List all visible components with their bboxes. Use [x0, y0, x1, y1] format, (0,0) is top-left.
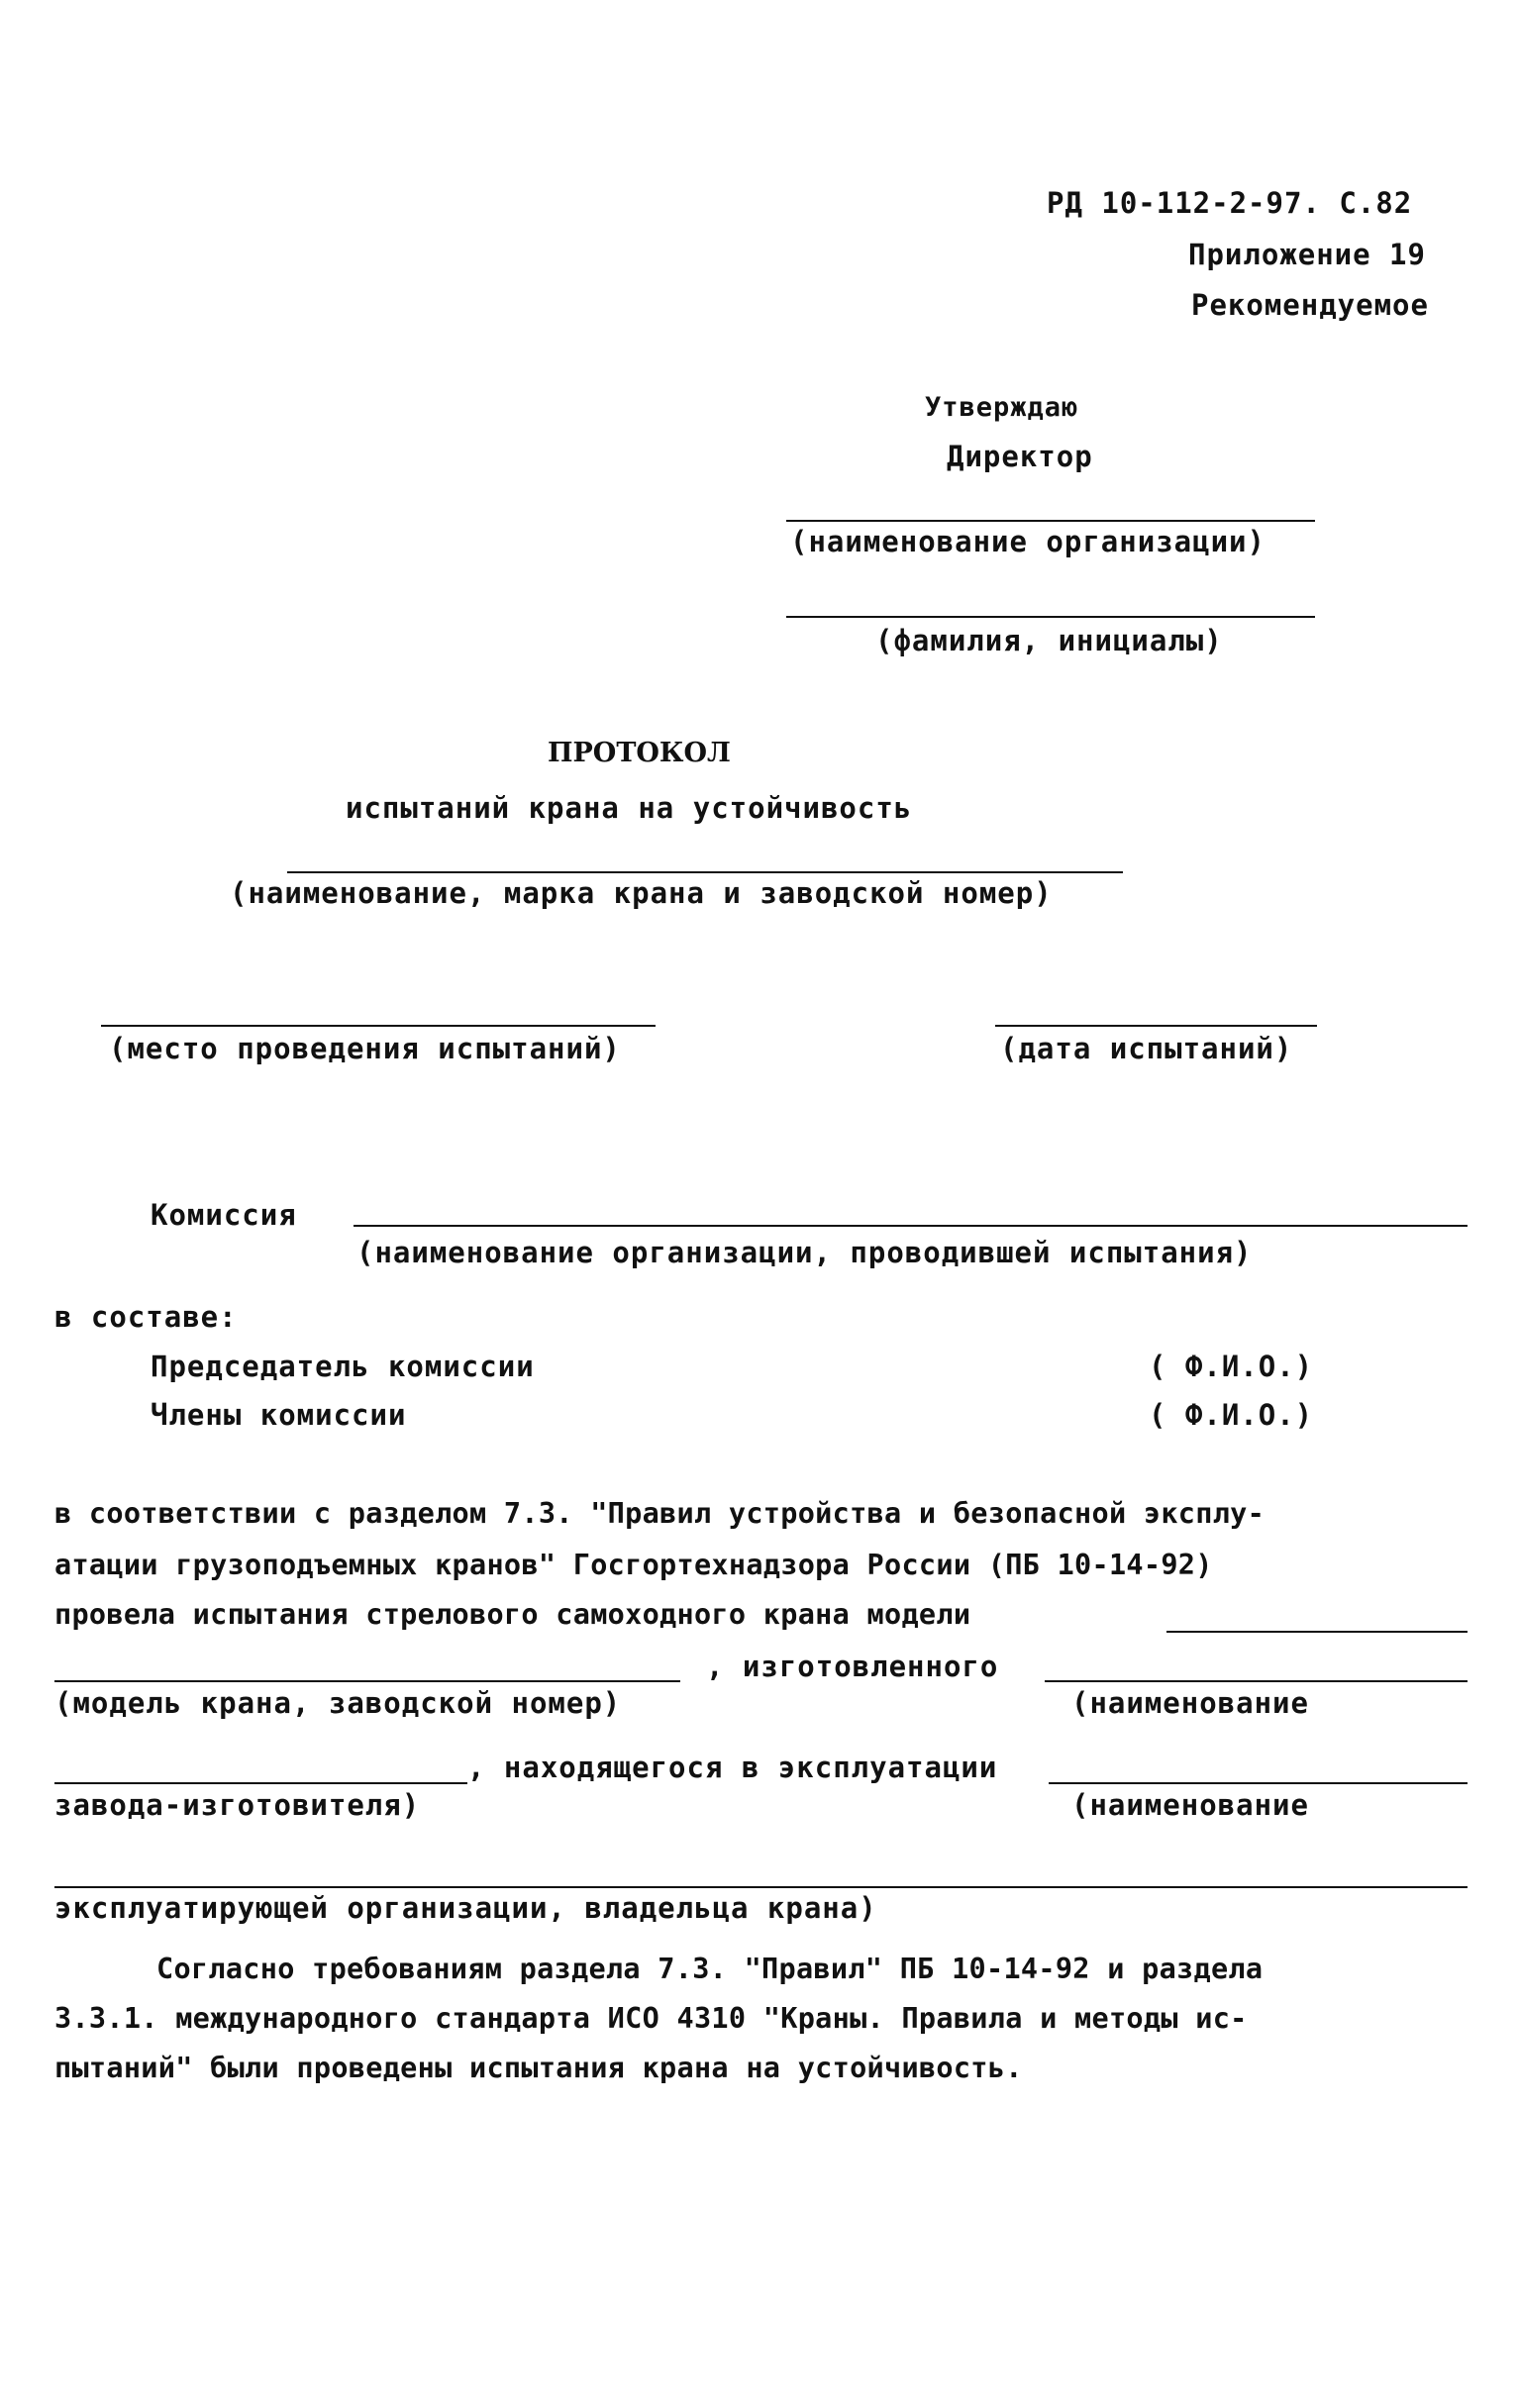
- operator-caption: эксплуатирующей организации, владельца крана): [54, 1891, 877, 1925]
- place-caption: (место проведения испытаний): [109, 1032, 621, 1065]
- name-caption: (фамилия, инициалы): [875, 624, 1223, 657]
- approval-label: Утверждаю: [925, 392, 1079, 423]
- organization-caption: (наименование организации): [790, 525, 1266, 558]
- crane-name-line: [287, 871, 1123, 873]
- model-fill-line: [1166, 1631, 1468, 1633]
- chairman-label: Председатель комиссии: [151, 1350, 535, 1383]
- members-label: Члены комиссии: [151, 1398, 407, 1432]
- body-line-3: провела испытания стрелового самоходного крана модели: [54, 1598, 971, 1631]
- commission-label: Комиссия: [151, 1198, 297, 1232]
- model-number-line: [54, 1680, 680, 1682]
- operator-name-caption: (наименование: [1071, 1788, 1309, 1822]
- manufacturer-cont-line: [54, 1782, 467, 1784]
- chairman-fio: ( Ф.И.О.): [1149, 1350, 1314, 1383]
- manufacturer-line: [1045, 1680, 1468, 1682]
- in-operation-label: , находящегося в эксплуатации: [467, 1751, 998, 1784]
- members-fio: ( Ф.И.О.): [1149, 1398, 1314, 1432]
- commission-org-line: [354, 1225, 1468, 1227]
- name-signature-line: [786, 616, 1315, 618]
- document-reference: РД 10-112-2-97. С.82: [1047, 186, 1413, 220]
- place-line: [101, 1025, 656, 1027]
- operator-cont-line: [54, 1886, 1468, 1888]
- manufacturer-caption: завода-изготовителя): [54, 1788, 421, 1822]
- protocol-title: ПРОТОКОЛ: [548, 738, 731, 768]
- date-line: [995, 1025, 1317, 1027]
- operator-line: [1049, 1782, 1468, 1784]
- closing-line-2: 3.3.1. международного стандарта ИСО 4310 "Краны. Правила и методы ис-: [54, 2002, 1248, 2035]
- closing-line-1: Согласно требованиям раздела 7.3. "Правил" ПБ 10-14-92 и раздела: [156, 1953, 1264, 1985]
- director-label: Директор: [947, 440, 1093, 473]
- date-caption: (дата испытаний): [1000, 1032, 1293, 1065]
- appendix-number: Приложение 19: [1188, 238, 1426, 271]
- manufacturer-name-caption: (наименование: [1071, 1686, 1309, 1720]
- protocol-subtitle: испытаний крана на устойчивость: [346, 791, 913, 825]
- composition-label: в составе:: [54, 1300, 238, 1334]
- body-line-2: атации грузоподъемных кранов" Госгортехнадзора России (ПБ 10-14-92): [54, 1549, 1213, 1581]
- appendix-status: Рекомендуемое: [1191, 288, 1429, 322]
- closing-line-3: пытаний" были проведены испытания крана на устойчивость.: [54, 2052, 1023, 2084]
- body-line-1: в соответствии с разделом 7.3. "Правил устройства и безопасной эксплу-: [54, 1497, 1266, 1530]
- crane-name-caption: (наименование, марка крана и заводской номер): [230, 876, 1053, 910]
- model-caption: (модель крана, заводской номер): [54, 1686, 622, 1720]
- commission-org-caption: (наименование организации, проводившей испытания): [356, 1236, 1253, 1269]
- organization-signature-line: [786, 520, 1315, 522]
- manufactured-label: , изготовленного: [706, 1650, 999, 1683]
